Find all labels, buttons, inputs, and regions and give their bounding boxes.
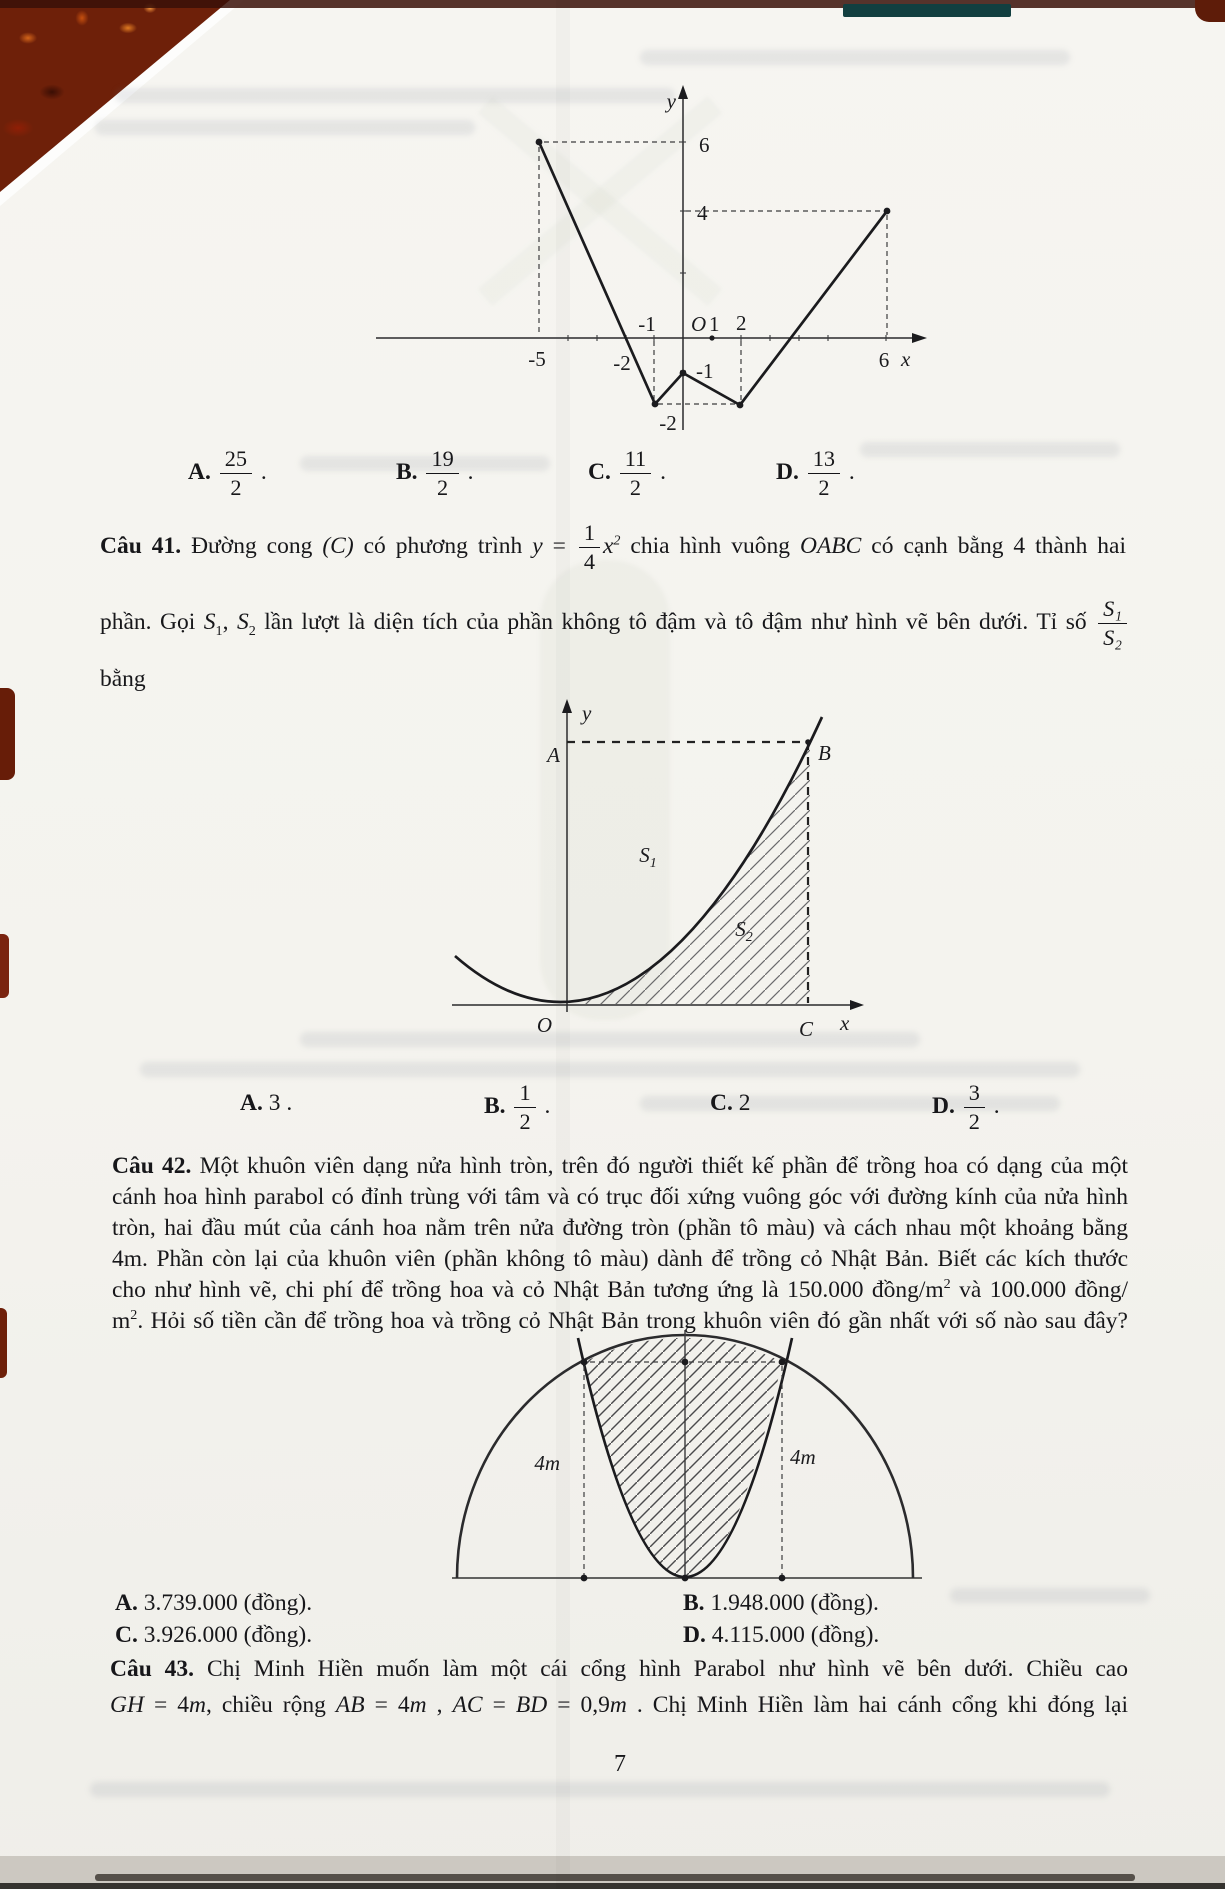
answer-option-c: C. 3.926.000 (đồng).: [115, 1622, 313, 1648]
dim-label-right-4m: 4m: [790, 1445, 816, 1469]
left-edge-sliver: [0, 1308, 7, 1378]
point-c-label: C: [798, 1017, 814, 1041]
question-43-line-1: Câu 43. Chị Minh Hiền muốn làm một cái cổng hình Parabol như hình vẽ bên dưới. Chiều cao: [110, 1656, 1128, 1682]
question-41-line-3: bằng: [100, 666, 146, 692]
figure-piecewise-graph: [360, 70, 940, 450]
shaded-petal-region: [584, 1338, 782, 1578]
bottom-edge: [0, 1883, 1225, 1889]
answer-option-d: D. $\frac{3}{2}$ .: [932, 1080, 1000, 1135]
axes: [376, 85, 927, 430]
top-edge-shadow: [0, 0, 1225, 8]
bottom-shadow-strip: [95, 1874, 1135, 1881]
question-42-line-5: cho như hình vẽ, chi phí để trồng hoa và cỏ Nhật Bản tương ứng là 150.000 đồng/$m^2$ và 100.000 đồng/: [112, 1276, 1128, 1303]
tick-label-4: 4: [697, 201, 708, 225]
x-axis-label: x: [901, 347, 911, 371]
y-axis-label: y: [666, 89, 676, 113]
tick-label-negy2: -2: [659, 411, 677, 435]
answer-option-a: A. 3 .: [240, 1090, 293, 1116]
y-axis-label: y: [582, 701, 592, 725]
answer-option-c: C. 2: [710, 1090, 751, 1116]
tick-label-6: 6: [699, 133, 710, 157]
figure-parabola-square: [430, 690, 890, 1050]
question-42-line-6: $m^2$. Hỏi số tiền cần để trồng hoa và trồng cỏ Nhật Bản trong khuôn viên đó gần nhất với số nào sau đây?: [112, 1307, 1128, 1334]
bleed-through-smudge: [640, 50, 1070, 65]
point-b-dot: [805, 739, 811, 745]
tick-label-2: 2: [736, 311, 747, 335]
bleed-through-smudge: [950, 1588, 1150, 1603]
answer-option-a: A. $\frac{25}{2}$ .: [188, 446, 267, 501]
answer-option-b: B. 1.948.000 (đồng).: [683, 1590, 879, 1616]
x-axis-label: x: [840, 1011, 850, 1035]
region-s2-label: $S_2$: [735, 917, 753, 945]
region-s1-label: $S_1$: [639, 843, 657, 871]
answer-option-a: A. 3.739.000 (đồng).: [115, 1590, 313, 1616]
question-41-line-2: phần. Gọi $S_1$, $S_2$ lần lượt là diện tích của phần không tô đậm và tô đậm như hình vẽ bên dưới. Tỉ số $\frac{\text{S₁}}{\text{S₂}}$: [100, 598, 1130, 650]
tick-label-6x: 6: [878, 348, 890, 372]
axis-ticks: [568, 142, 886, 371]
page-number: 7: [614, 1751, 626, 1777]
answer-option-b: B. $\frac{1}{2}$ .: [484, 1080, 551, 1135]
point-b-label: B: [818, 741, 831, 765]
tick-label-neg5: -5: [528, 347, 546, 371]
question-42-line-3: tròn, hai đầu mút của cánh hoa nằm trên nửa đường tròn (phần tô màu) và cách nhau một khoảng bằng: [112, 1215, 1128, 1241]
answer-option-d: D. $\frac{13}{2}$ .: [776, 446, 855, 501]
origin-label: O: [691, 312, 707, 336]
top-right-notch: [1195, 0, 1225, 22]
point-a-label: A: [547, 743, 560, 767]
left-edge-sliver: [0, 688, 15, 780]
answer-option-c: C. $\frac{11}{2}$ .: [588, 446, 666, 501]
teal-strip-decoration: [843, 4, 1011, 17]
origin-label: O: [536, 1013, 552, 1037]
tick-label-1: 1: [709, 312, 720, 336]
question-42-line-2: cánh hoa hình parabol có đỉnh trùng với tâm và có trục đối xứng vuông góc với đường kính của nửa hình: [112, 1184, 1128, 1210]
question-41-line-1: Câu 41. Đường cong (C) có phương trình y = $\frac{1}{4}$ $x^2$ chia hình vuông OABC có cạnh bằng 4 thành hai: [100, 520, 1126, 575]
answer-option-d: D. 4.115.000 (đồng).: [683, 1622, 880, 1648]
shaded-region-s2: [585, 742, 810, 1004]
dim-label-left-4m: 4m: [534, 1451, 560, 1475]
bleed-through-smudge: [140, 1062, 1080, 1077]
tick-label-neg1: -1: [638, 312, 656, 336]
answer-option-b: B. $\frac{19}{2}$ .: [396, 446, 474, 501]
question-42-line-1: Câu 42. Một khuôn viên dạng nửa hình tròn, trên đó người thiết kế phần để trồng hoa có dạng của một: [112, 1153, 1129, 1179]
bleed-through-smudge: [90, 1782, 1110, 1797]
figure-semicircle-petal: [435, 1322, 935, 1592]
left-edge-sliver: [0, 934, 9, 998]
question-42-line-4: 4m. Phần còn lại của khuôn viên (phần không tô màu) dành để trồng cỏ Nhật Bản. Biết các kích thước: [112, 1246, 1128, 1272]
tick-label-neg2: -2: [613, 351, 631, 375]
tick-label-negy1: -1: [696, 359, 714, 383]
question-43-line-2: GH = 4m, chiều rộng AB = 4m , AC = BD = 0,9m . Chị Minh Hiền làm hai cánh cổng khi đóng lại: [110, 1692, 1129, 1718]
